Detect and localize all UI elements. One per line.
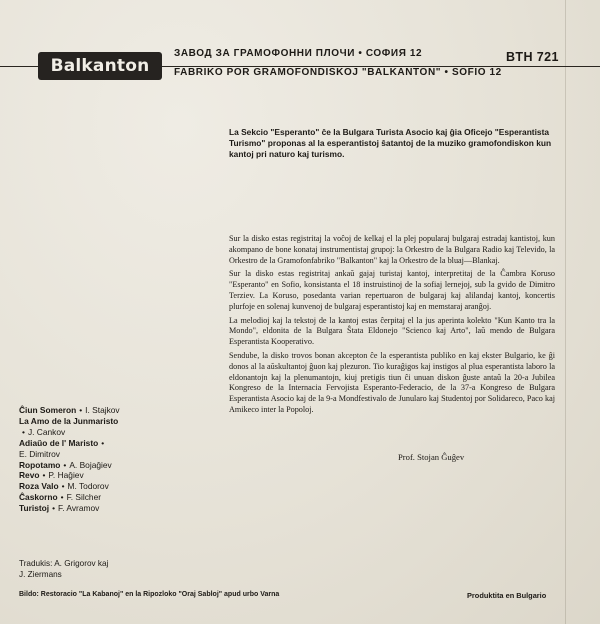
track-item — [19, 503, 169, 514]
liner-paragraph: Sendube, la disko trovos bonan akcepton ĉe la esperantista publiko en kaj ekster Bulgario, ke ĝi donos al la aŭskultantoj ĝuon kaj plezuron. Tio kuraĝigos kaj instigos al plua esperantista laboro la eldonantojn kaj la plenumantojn, kiuj pretigis tiun ĉi unuan diskon ĝuste antaŭ la 20-a Jubilea Kongreso de la Internacia Fervojista Esperanto-Federacio, de la 37-a Kongreso de Bulgara Esperantista Asocio kaj de la 9-a Mondfestivalo de Junularo kaj Studentoj por Solidareco, Paco kaj Amikeco inter la Popoloj. — [229, 350, 555, 414]
translation-credits — [19, 559, 169, 581]
credits-line: J. Ziermans — [19, 569, 62, 579]
track-author: J. Cankov — [27, 426, 66, 437]
track-author: I. Stajkov — [85, 405, 120, 415]
track-author: M. Todorov — [67, 481, 109, 492]
liner-notes — [229, 234, 555, 419]
track-item — [19, 405, 169, 416]
track-separator: • — [42, 470, 46, 481]
sleeve-crease — [565, 0, 566, 624]
track-separator: • — [60, 492, 64, 503]
signature: Prof. Stojan Ĝuĝev — [398, 452, 465, 462]
track-author: E. Dimitrov — [19, 448, 60, 459]
balkanton-logo — [38, 52, 162, 80]
track-title: Ĉiun Someron — [19, 405, 77, 415]
track-item — [19, 460, 169, 471]
photo-caption: Bildo: Restoracio "La Kabanoj" en la Ripozloko "Oraj Sabloj" apud urbo Varna — [19, 591, 280, 598]
track-separator: • — [63, 459, 67, 470]
track-author: F. Avramov — [58, 503, 100, 514]
track-item — [19, 416, 169, 427]
track-separator: • — [52, 503, 56, 514]
track-separator: • — [101, 437, 105, 448]
track-separator: • — [22, 426, 25, 437]
track-author: F. Silcher — [66, 492, 102, 503]
intro-paragraph: La Sekcio "Esperanto" ĉe la Bulgara Turista Asocio kaj ĝia Oficejo "Esperantista Turismo" proponas al la esperantistoj ŝatantoj de la muziko gramofondiskon kun kantoj pri naturo kaj turismo. — [229, 127, 552, 159]
track-item — [19, 449, 169, 460]
track-title: Roza Valo — [19, 481, 59, 492]
track-item — [19, 470, 169, 481]
credits-line: Tradukis: A. Grigorov kaj — [19, 559, 109, 568]
track-separator: • — [61, 481, 65, 492]
track-item — [19, 438, 169, 449]
track-list — [19, 405, 169, 514]
track-title: Adiaŭo de l' Maristo — [19, 437, 99, 448]
logo-text: Balkanton — [50, 56, 150, 76]
liner-paragraph: La melodioj kaj la tekstoj de la kantoj estas ĉerpitaj el la jus aperinta kolekto "Kun Kanto tra la Mondo", eldonita de la Bulgara Ŝtata Eldonejo "Scienco kaj Arto", laŭ mendo de Bulgara Esperantista Kooperativo. — [229, 315, 555, 347]
track-separator: • — [79, 405, 83, 415]
track-item — [19, 492, 169, 503]
catalog-number: BTH 721 — [506, 50, 559, 64]
factory-name-esperanto: FABRIKO POR GRAMOFONDISKOJ "BALKANTON" • SOFIO 12 — [174, 67, 502, 78]
factory-name-bulgarian: ЗАВОД ЗА ГРАМОФОННИ ПЛОЧИ • СОФИЯ 12 — [174, 48, 423, 59]
made-in-label: Produktita en Bulgario — [467, 591, 547, 600]
track-title: Turistoj — [19, 503, 50, 514]
track-author: P. Haĝiev — [48, 470, 84, 481]
track-title: La Amo de la Junmaristo — [19, 415, 119, 426]
track-author: A. Bojaĝiev — [69, 459, 112, 470]
liner-paragraph: Sur la disko estas registritaj ankaŭ gajaj turistaj kantoj, interpretitaj de la Ĉambra Koruso "Esperanto" en Sofio, konsistanta el 18 instruistinoj de la sofiaj lernejoj, sub la gvido de Dimitro Terziev. La Koruso, posedanta varian repertuaron de bulgaraj kaj alilandaj kantoj, koncertis plurfoje en solenaj kunvenoj de bulgaraj esperantistoj kaj en memstaraj aranĝoj. — [229, 269, 555, 311]
liner-paragraph: Sur la disko estas registritaj la voĉoj de kelkaj el la plej popularaj bulgaraj estradaj kantistoj, kun akompano de bone konataj instrumentistaj grupoj: la Orkestro de la Bulgara Radio kaj Televido, la Orkestro de la Gramofonfabriko "Balkanton" kaj la Orkestro de la bluaj—Blankaj. — [229, 234, 555, 265]
track-title: Ĉaskorno — [19, 492, 58, 503]
track-title: Ropotamo — [19, 459, 61, 470]
track-item — [19, 481, 169, 492]
track-item — [19, 427, 169, 438]
track-title: Revo — [19, 470, 40, 481]
